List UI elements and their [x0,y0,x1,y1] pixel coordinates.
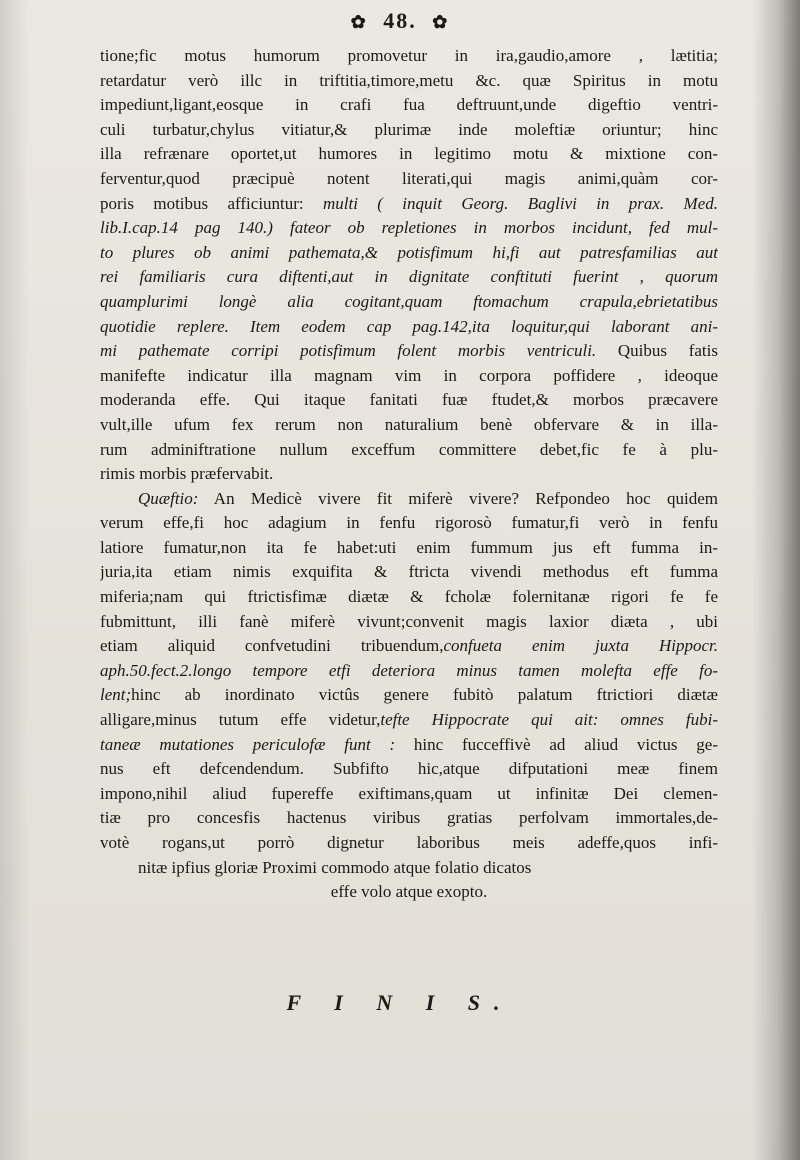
ornament-right-icon: ✿ [432,12,450,33]
text-line: ferventur,quod præcipuè notent literati,qui magis animi,quàm cor- [100,168,718,188]
text-line: to plures ob animi pathemata,& potisfimum hi,fi aut patresfamilias aut [100,242,718,262]
text-line: vult,ille ufum fex rerum non naturalium benè obfervare & in illa- [100,414,718,434]
text-line: nus eft defcendendum. Subfifto hic,atque difputationi meæ finem [100,759,718,779]
ornament-left-icon: ✿ [350,12,368,33]
page-number: 48. [383,8,417,33]
finis-heading: F I N I S. [286,990,514,1015]
text-line: retardatur verò illc in triftitia,timore,metu &c. quæ Spiritus in motu [100,70,718,90]
text-line: fubmittunt, illi fanè miferè vivunt;convenit magis laxior diæta , ubi [100,611,718,631]
text-line: tione;fic motus humorum promovetur in ira,gaudio,amore , lætitia; [100,46,718,65]
text-line: impediunt,ligant,eosque in crafi fua deftruunt,unde digeftio ventri- [100,95,718,115]
text-line: nitæ ipfius gloriæ Proximi commodo atque folatio dicatos [138,857,532,877]
text-line: mi pathemate corripi potisfimum folent morbis ventriculi. Quibus fatis [100,341,718,361]
page-header [0,8,800,42]
text-line: lib.I.cap.14 pag 140.) fateor ob repletiones in morbos incidunt, fed mul- [100,218,718,238]
text-line: votè rogans,ut porrò dignetur laboribus meis adeffe,quos infi- [100,833,718,852]
text-line: tiæ pro concesfis hactenus viribus gratias perfolvam immortales,de- [100,808,718,828]
text-line: latiore fumatur,non ita fe habet:uti enim fummum jus eft fumma in- [100,537,718,557]
text-line: rum adminiftratione nullum exceffum committere debet,fic fe à plu- [100,439,718,459]
text-line: lent;hinc ab inordinato victûs genere fubitò palatum ftrictiori diætæ [100,685,718,705]
text-line: taneæ mutationes periculofæ funt : hinc fucceffivè ad aliud victus ge- [100,734,718,754]
text-line: Quæftio: An Medicè vivere fit miferè vivere? Refpondeo hoc quidem [138,488,718,508]
text-line: culi turbatur,chylus vitiatur,& plurimæ inde moleftiæ oriuntur; hinc [100,119,718,139]
text-line: effe volo atque exopto. [330,882,488,902]
text-line: manifefte indicatur illa magnam vim in corpora poffidere , ideoque [100,365,718,385]
text-line: rei familiaris cura diftenti,aut in dignitate conftituti fuerint , quorum [100,267,718,287]
text-line: juria,ita etiam nimis exquifita & ftricta vivendi methodus eft fumma [100,562,718,582]
text-line: miferia;nam qui ftrictisfimæ diætæ & fcholæ folernitanæ rigori fe fe [100,587,718,607]
text-line: rimis morbis præfervabit. [100,464,274,484]
text-line: moderanda effe. Qui itaque fanitati fuæ ftudet,& morbos præcavere [100,390,718,410]
text-line: alligare,minus tutum effe videtur,tefte Hippocrate qui ait: omnes fubi- [100,710,718,730]
text-line: quotidie replere. Item eodem cap pag.142,ita loquitur,qui laborant ani- [100,316,718,336]
page-gutter-shadow [0,0,30,1160]
text-line: quamplurimi longè alia cogitant,quam ftomachum crapula,ebrietatibus [100,291,718,311]
text-line: verum effe,fi hoc adagium in fenfu rigorosò fumatur,fi verò in fenfu [100,513,718,533]
text-line: illa refrænare oportet,ut humores in legitimo motu & mixtione con- [100,144,718,164]
body-text [100,44,718,905]
text-line: poris motibus afficiuntur: multi ( inquit Georg. Baglivi in prax. Med. [100,193,718,213]
text-line: aph.50.fect.2.longo tempore etfi deteriora minus tamen molefta effe fo- [100,660,718,680]
text-line: etiam aliquid confvetudini tribuendum,confueta enim juxta Hippocr. [100,636,718,656]
text-line: impono,nihil aliud fupereffe exiftimans,quam ut infinitæ Dei clemen- [100,783,718,803]
page-edge-shadow [752,0,800,1160]
